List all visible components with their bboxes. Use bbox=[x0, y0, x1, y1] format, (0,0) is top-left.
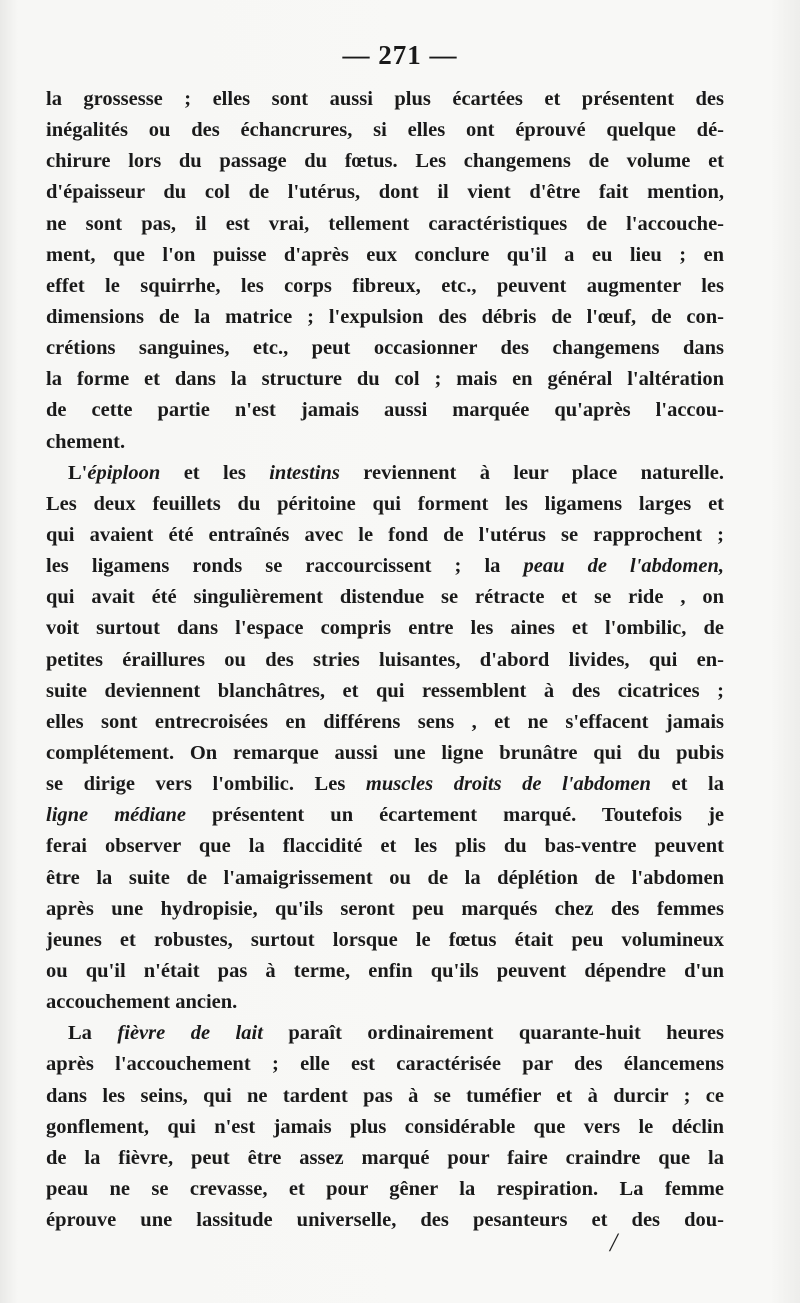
italic-term: fièvre de lait bbox=[117, 1022, 263, 1045]
text-segment: ne sont pas, il est vrai, tellement caractéristiques de l'accouche- bbox=[46, 212, 724, 235]
text-segment: suite deviennent blanchâtres, et qui ressemblent à des cicatrices ; bbox=[46, 679, 724, 702]
text-line bbox=[46, 1205, 724, 1236]
text-segment: ment, que l'on puisse d'après eux conclure qu'il a eu lieu ; en bbox=[46, 243, 724, 266]
text-line bbox=[46, 1143, 724, 1174]
text-line bbox=[46, 831, 724, 862]
text-segment: crétions sanguines, etc., peut occasionner des changemens dans bbox=[46, 337, 724, 360]
text-line bbox=[46, 707, 724, 738]
pencil-mark-icon: / bbox=[610, 1228, 618, 1257]
text-line bbox=[46, 769, 724, 800]
text-line bbox=[46, 1018, 724, 1049]
text-line bbox=[46, 1049, 724, 1080]
text-line bbox=[46, 551, 724, 582]
text-segment: les ligamens ronds se raccourcissent ; la bbox=[46, 555, 524, 578]
text-line bbox=[46, 738, 724, 769]
text-line bbox=[46, 1081, 724, 1112]
text-line bbox=[46, 333, 724, 364]
text-line bbox=[46, 925, 724, 956]
text-segment: se dirige vers l'ombilic. Les bbox=[46, 773, 366, 796]
text-segment: La bbox=[68, 1022, 118, 1045]
text-line bbox=[46, 894, 724, 925]
text-segment: ou qu'il n'était pas à terme, enfin qu'ils peuvent dépendre d'un bbox=[46, 959, 724, 982]
text-segment: de la fièvre, peut être assez marqué pour faire craindre que la bbox=[46, 1146, 724, 1169]
text-line bbox=[46, 1174, 724, 1205]
text-segment: de cette partie n'est jamais aussi marquée qu'après l'accou- bbox=[46, 399, 724, 422]
text-segment: chirure lors du passage du fœtus. Les changemens de volume et bbox=[46, 150, 724, 173]
text-line bbox=[46, 302, 724, 333]
text-line bbox=[46, 240, 724, 271]
text-segment: reviennent à leur place naturelle. bbox=[339, 461, 724, 484]
text-segment: être la suite de l'amaigrissement ou de la déplétion de l'abdomen bbox=[46, 866, 724, 889]
text-segment: jeunes et robustes, surtout lorsque le fœtus était peu volumineux bbox=[46, 928, 724, 951]
text-line bbox=[46, 209, 724, 240]
italic-term: épiploon bbox=[87, 461, 161, 484]
text-line bbox=[46, 863, 724, 894]
text-line bbox=[46, 364, 724, 395]
text-line bbox=[46, 395, 724, 426]
text-line bbox=[46, 271, 724, 302]
text-line bbox=[46, 489, 724, 520]
page-number: — 271 — bbox=[342, 40, 458, 70]
text-segment: chement. bbox=[46, 430, 126, 453]
text-segment: après une hydropisie, qu'ils seront peu marqués chez des femmes bbox=[46, 897, 724, 920]
text-segment: elles sont entrecroisées en différens sens , et ne s'effacent jamais bbox=[46, 710, 724, 733]
text-segment: complétement. On remarque aussi une ligne brunâtre qui du pubis bbox=[46, 741, 724, 764]
text-line bbox=[46, 582, 724, 613]
text-segment: petites éraillures ou des stries luisantes, d'abord livides, qui en- bbox=[46, 648, 724, 671]
text-segment: gonflement, qui n'est jamais plus considérable que vers le déclin bbox=[46, 1115, 724, 1138]
text-segment: ferai observer que la flaccidité et les plis du bas-ventre peuvent bbox=[46, 835, 724, 858]
text-line bbox=[46, 645, 724, 676]
text-segment: dans les seins, qui ne tardent pas à se tuméfier et à durcir ; ce bbox=[46, 1084, 724, 1107]
text-line bbox=[46, 613, 724, 644]
text-segment: dimensions de la matrice ; l'expulsion des débris de l'œuf, de con- bbox=[46, 305, 724, 328]
text-line bbox=[46, 987, 724, 1018]
text-segment: et la bbox=[650, 773, 724, 796]
text-segment: L' bbox=[68, 461, 88, 484]
text-segment: après l'accouchement ; elle est caractérisée par des élancemens bbox=[46, 1053, 724, 1076]
text-line bbox=[46, 146, 724, 177]
text-segment: qui avaient été entraînés avec le fond de l'utérus se rapprochent ; bbox=[46, 523, 724, 546]
text-segment: qui avait été singulièrement distendue se rétracte et se ride , on bbox=[46, 586, 724, 609]
text-line bbox=[46, 115, 724, 146]
italic-term: intestins bbox=[269, 461, 340, 484]
text-line bbox=[46, 520, 724, 551]
text-line bbox=[46, 676, 724, 707]
text-segment: voit surtout dans l'espace compris entre les aines et l'ombilic, de bbox=[46, 617, 724, 640]
text-line bbox=[46, 800, 724, 831]
text-segment: effet le squirrhe, les corps fibreux, etc., peuvent augmenter les bbox=[46, 274, 724, 297]
text-line bbox=[46, 458, 724, 489]
text-line bbox=[46, 427, 724, 458]
text-segment: Les deux feuillets du péritoine qui forment les ligamens larges et bbox=[46, 492, 724, 515]
text-segment: peau ne se crevasse, et pour gêner la respiration. La femme bbox=[46, 1177, 724, 1200]
text-segment: d'épaisseur du col de l'utérus, dont il vient d'être fait mention, bbox=[46, 181, 724, 204]
text-line bbox=[46, 956, 724, 987]
text-line bbox=[46, 84, 724, 115]
italic-term: muscles droits de l'abdomen bbox=[365, 773, 651, 796]
text-segment: et les bbox=[160, 461, 270, 484]
text-line bbox=[46, 1112, 724, 1143]
text-segment: la grossesse ; elles sont aussi plus écartées et présentent des bbox=[46, 88, 724, 110]
text-segment: la forme et dans la structure du col ; mais en général l'altération bbox=[46, 368, 724, 391]
text-segment: éprouve une lassitude universelle, des pesanteurs et des dou- bbox=[46, 1209, 724, 1232]
text-segment: paraît ordinairement quarante-huit heures bbox=[262, 1022, 724, 1045]
text-segment: présentent un écartement marqué. Toutefois je bbox=[185, 804, 724, 827]
page-body-text bbox=[46, 84, 724, 1236]
text-segment: inégalités ou des échancrures, si elles ont éprouvé quelque dé- bbox=[46, 119, 724, 142]
text-segment: accouchement ancien. bbox=[46, 991, 238, 1014]
italic-term: ligne médiane bbox=[46, 804, 186, 827]
text-line bbox=[46, 177, 724, 208]
italic-term: peau de l'abdomen, bbox=[523, 555, 724, 578]
